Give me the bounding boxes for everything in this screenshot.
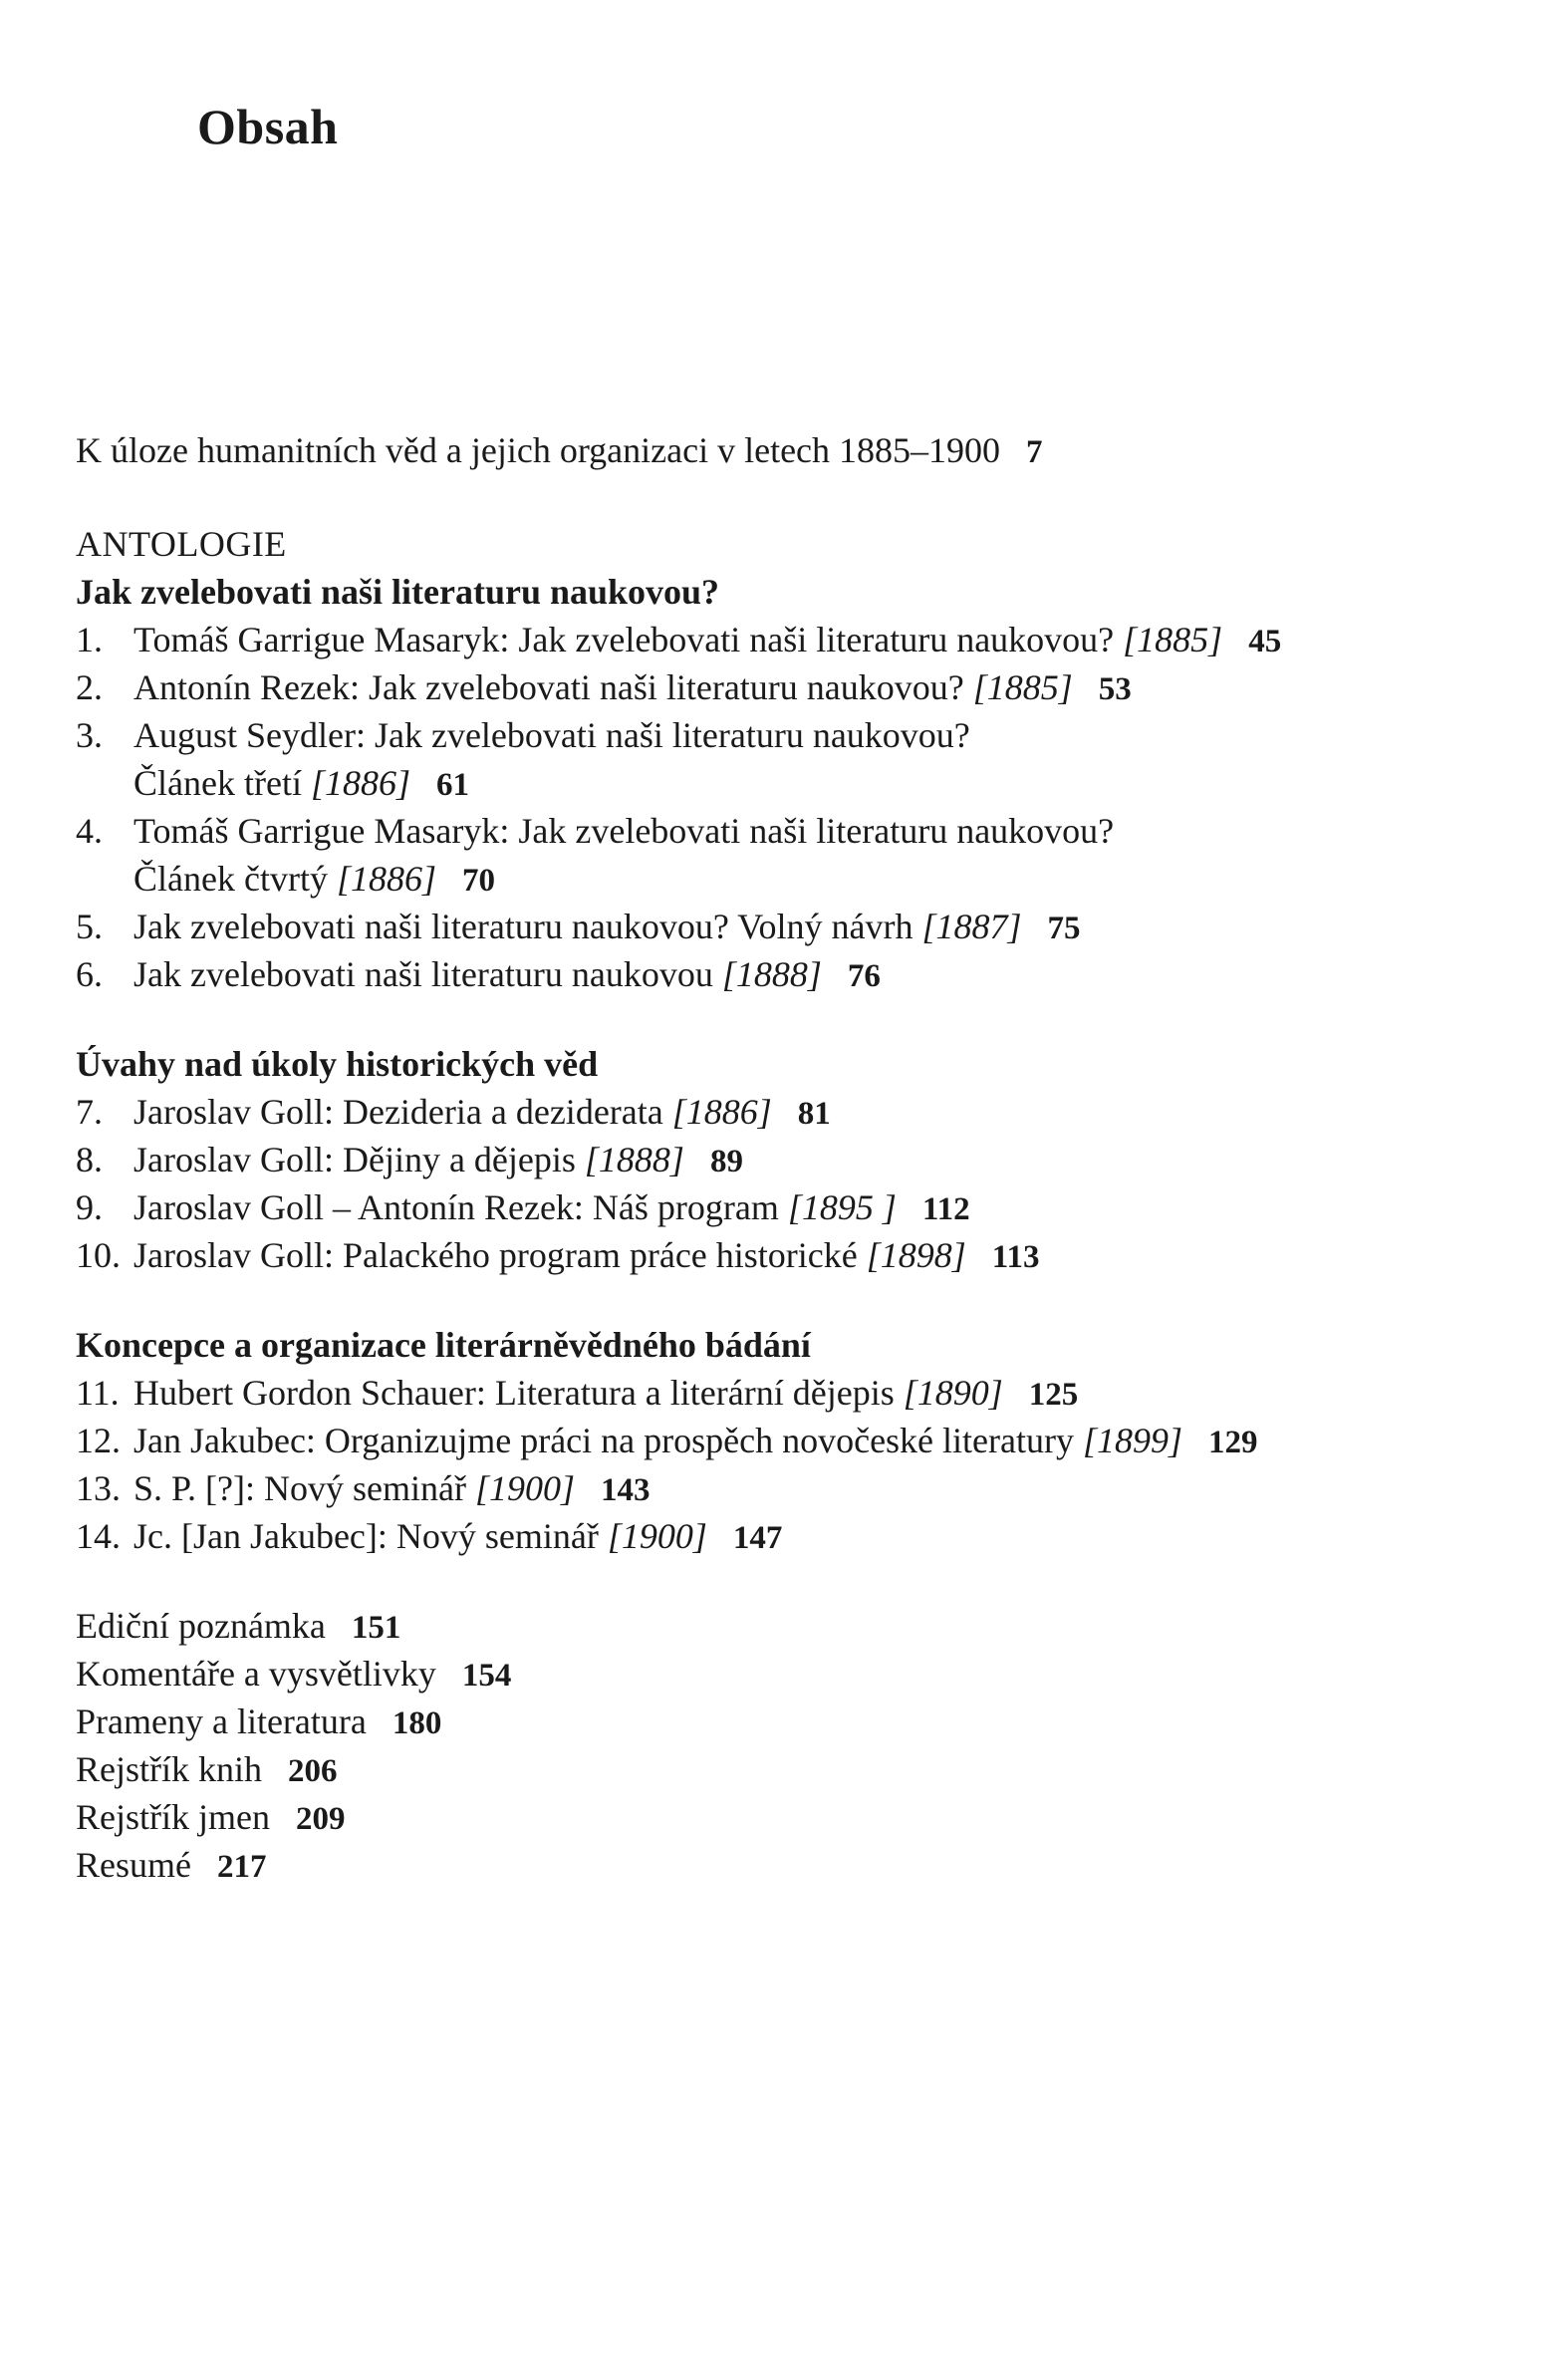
toc-entry-continuation (76, 855, 1510, 903)
toc-entry-text: Jan Jakubec: Organizujme práci na prospěch novočeské literatury (133, 1421, 1074, 1460)
toc-entry-year: [1900] (474, 1468, 575, 1508)
table-of-contents (76, 426, 1510, 1889)
back-matter-entry (76, 1650, 1510, 1698)
toc-entry-text: August Seydler: Jak zvelebovati naši literaturu naukovou? (133, 715, 970, 755)
toc-entry-page: 206 (288, 1753, 338, 1789)
toc-entry-page: 76 (847, 958, 881, 994)
toc-entry-text: Komentáře a vysvětlivky (76, 1654, 436, 1694)
toc-entry (76, 1136, 1510, 1183)
toc-entry-text: Prameny a literatura (76, 1701, 367, 1741)
toc-entry-text: Jaroslav Goll: Dezideria a deziderata (133, 1092, 663, 1132)
toc-entry-text: Jaroslav Goll – Antonín Rezek: Náš program (133, 1187, 779, 1227)
toc-entry-number: 7. (76, 1092, 103, 1132)
toc-entry (76, 950, 1510, 998)
toc-entry-page: 154 (461, 1658, 512, 1694)
toc-entry-text: Tomáš Garrigue Masaryk: Jak zvelebovati naši literaturu naukovou? (133, 811, 1115, 851)
toc-entry (76, 1183, 1510, 1231)
back-matter-list (76, 1602, 1510, 1889)
toc-entry-number: 14. (76, 1516, 121, 1556)
toc-entry-year: [1888] (721, 954, 822, 994)
toc-entry-page: 143 (601, 1472, 651, 1508)
toc-entry-page: 81 (797, 1096, 831, 1132)
toc-entry-year: [1890] (903, 1373, 1003, 1413)
toc-entry-number: 6. (76, 954, 103, 994)
section-title-2: Úvahy nad úkoly historických věd (76, 1044, 599, 1084)
section-2-list (76, 1088, 1510, 1279)
toc-entry-year: [1887] (921, 907, 1022, 946)
toc-entry-text: Rejstřík knih (76, 1749, 262, 1789)
toc-entry-number: 12. (76, 1421, 121, 1460)
toc-entry-page: 180 (392, 1705, 442, 1741)
part-label: ANTOLOGIE (76, 524, 287, 564)
toc-entry-page: 112 (921, 1191, 970, 1227)
toc-entry-continuation (76, 759, 1510, 807)
toc-entry (76, 1417, 1510, 1464)
toc-entry-page: 125 (1028, 1377, 1079, 1413)
section-3-list (76, 1369, 1510, 1560)
toc-entry-number: 10. (76, 1235, 121, 1275)
toc-entry-page: 151 (351, 1610, 401, 1646)
toc-entry-text: Jaroslav Goll: Palackého program práce historické (133, 1235, 858, 1275)
toc-entry (76, 807, 1510, 855)
toc-entry-page: 209 (295, 1801, 346, 1837)
section-title-3: Koncepce a organizace literárněvědného bádání (76, 1325, 811, 1365)
toc-entry-page: 217 (216, 1849, 267, 1885)
back-matter-entry (76, 1698, 1510, 1745)
section-title-1: Jak zvelebovati naši literaturu naukovou? (76, 572, 720, 612)
toc-entry-page: 89 (709, 1144, 743, 1179)
toc-entry-number: 8. (76, 1140, 103, 1179)
toc-entry-number: 9. (76, 1187, 103, 1227)
toc-entry-text: Jaroslav Goll: Dějiny a dějepis (133, 1140, 576, 1179)
back-matter-entry (76, 1602, 1510, 1650)
toc-entry-year: [1886] (336, 859, 436, 899)
toc-entry-year: [1886] (671, 1092, 772, 1132)
toc-entry (76, 1088, 1510, 1136)
toc-entry-text: Antonín Rezek: Jak zvelebovati naši literaturu naukovou? (133, 667, 964, 707)
page-title: Obsah (197, 99, 339, 154)
toc-entry-subtitle: Článek třetí (133, 763, 311, 803)
toc-entry-text: Jc. [Jan Jakubec]: Nový seminář (133, 1516, 599, 1556)
toc-entry-page: 70 (461, 863, 495, 899)
toc-entry (76, 903, 1510, 950)
section-1-list (76, 616, 1510, 998)
toc-entry (76, 1464, 1510, 1512)
toc-entry-number: 13. (76, 1468, 121, 1508)
back-matter-entry (76, 1793, 1510, 1841)
toc-entry-number: 4. (76, 811, 103, 851)
toc-entry-page: 129 (1208, 1425, 1258, 1460)
toc-entry-text: Ediční poznámka (76, 1606, 326, 1646)
toc-entry-year: [1886] (310, 763, 410, 803)
toc-entry-text: Tomáš Garrigue Masaryk: Jak zvelebovati naši literaturu naukovou? (133, 620, 1115, 659)
toc-entry-text: Hubert Gordon Schauer: Literatura a literární dějepis (133, 1373, 895, 1413)
toc-entry-text: Jak zvelebovati naši literaturu naukovou (133, 954, 713, 994)
toc-entry-page: 147 (732, 1520, 783, 1556)
toc-entry (76, 1512, 1510, 1560)
toc-entry (76, 663, 1510, 711)
toc-entry-number: 11. (76, 1373, 120, 1413)
toc-entry-text: Jak zvelebovati naši literaturu naukovou? Volný návrh (133, 907, 914, 946)
toc-entry-page: 113 (991, 1239, 1040, 1275)
toc-entry-subtitle: Článek čtvrtý (133, 859, 337, 899)
toc-entry-page: 53 (1098, 671, 1132, 707)
toc-entry-year: [1898] (866, 1235, 966, 1275)
toc-entry-page: 45 (1248, 624, 1282, 659)
toc-entry (76, 1231, 1510, 1279)
toc-entry-text: Rejstřík jmen (76, 1797, 270, 1837)
toc-entry-number: 1. (76, 620, 103, 659)
toc-entry-text: Resumé (76, 1845, 191, 1885)
toc-entry-text: K úloze humanitních věd a jejich organizaci v letech 1885–1900 (76, 430, 1001, 470)
toc-entry (76, 616, 1510, 663)
toc-entry-year: [1885] (972, 667, 1073, 707)
toc-entry-year: [1899] (1082, 1421, 1183, 1460)
toc-entry-year: [1885] (1123, 620, 1223, 659)
toc-entry-number: 5. (76, 907, 103, 946)
toc-entry-number: 3. (76, 715, 103, 755)
back-matter-entry (76, 1841, 1510, 1889)
toc-entry-text: S. P. [?]: Nový seminář (133, 1468, 466, 1508)
toc-entry-year: [1888] (584, 1140, 684, 1179)
back-matter-entry (76, 1745, 1510, 1793)
toc-entry (76, 1369, 1510, 1417)
toc-entry-page: 7 (1026, 434, 1043, 470)
toc-entry-year: [1895 ] (787, 1187, 897, 1227)
toc-entry-year: [1900] (607, 1516, 707, 1556)
toc-entry-page: 61 (435, 767, 469, 803)
toc-entry (76, 711, 1510, 759)
toc-entry-number: 2. (76, 667, 103, 707)
toc-entry-page: 75 (1047, 911, 1081, 946)
toc-intro-entry (76, 426, 1510, 474)
